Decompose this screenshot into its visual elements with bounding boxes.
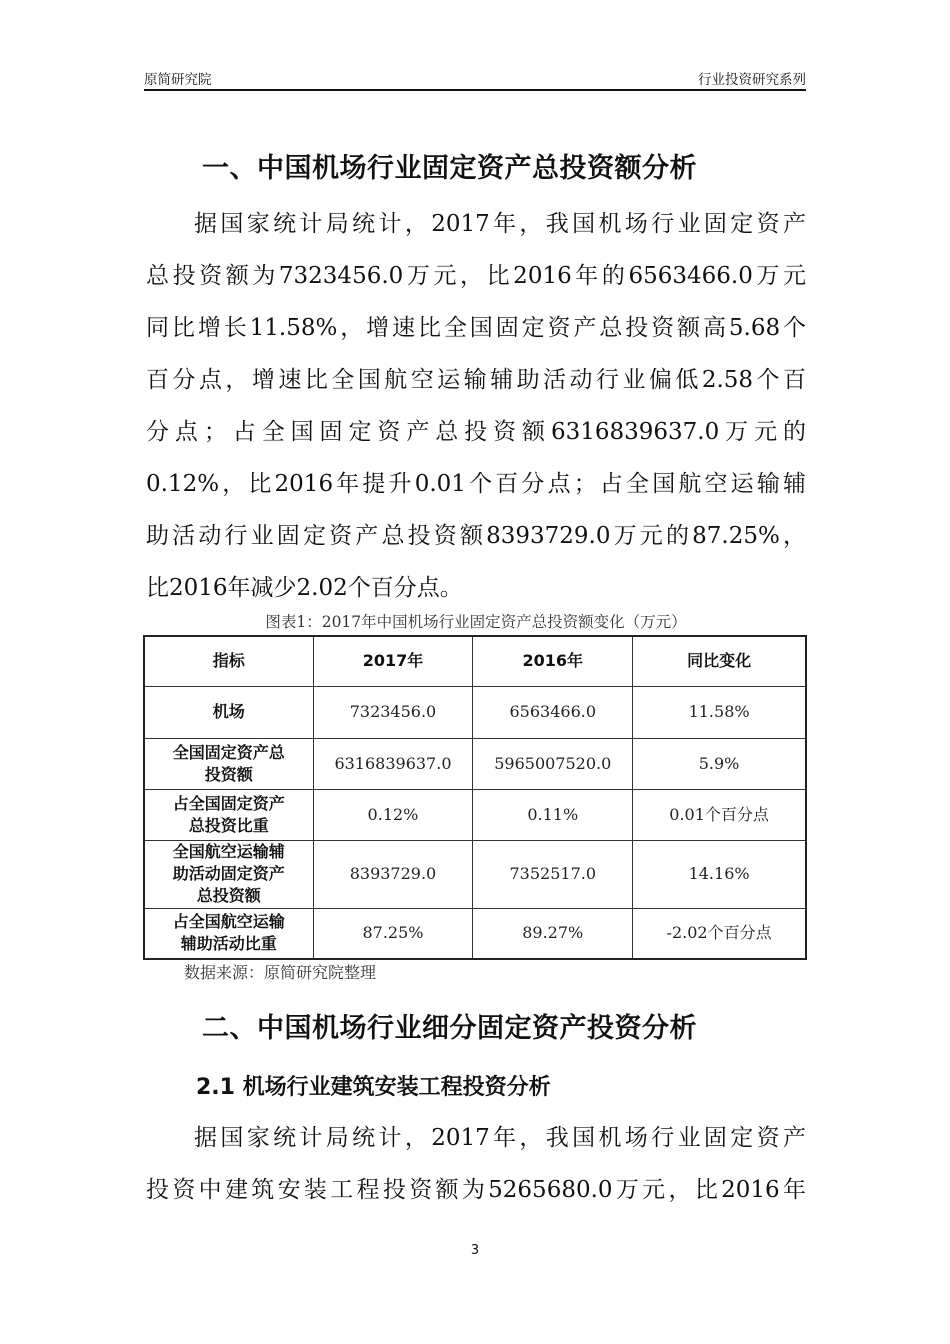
subsection-2-1-title: 2.1 机场行业建筑安装工程投资分析	[196, 1075, 551, 1100]
row-label: 机场	[144, 686, 313, 738]
cell-2016: 0.11%	[473, 789, 633, 840]
section-2-title: 二、中国机场行业细分固定资产投资分析	[202, 1013, 697, 1044]
table-source-note: 数据来源：原简研究院整理	[184, 963, 377, 982]
paragraph-line: 助活动行业固定资产总投资额8393729.0万元的87.25%，	[146, 523, 806, 549]
paragraph-line: 据国家统计局统计，2017年，我国机场行业固定资产	[194, 1125, 806, 1151]
page-header	[144, 66, 806, 88]
paragraph-line: 投资中建筑安装工程投资额为5265680.0万元，比2016年	[146, 1177, 806, 1203]
paragraph-line: 0.12%，比2016年提升0.01个百分点；占全国航空运输辅	[146, 471, 806, 497]
row-label: 全国航空运输辅 助活动固定资产 总投资额	[144, 840, 313, 908]
header-series-name: 行业投资研究系列	[698, 72, 806, 88]
header-divider	[144, 89, 806, 91]
cell-change: -2.02个百分点	[633, 908, 806, 959]
cell-change: 0.01个百分点	[633, 789, 806, 840]
cell-2017: 7323456.0	[313, 686, 473, 738]
cell-2017: 8393729.0	[313, 840, 473, 908]
header-org-name: 原简研究院	[144, 72, 212, 88]
section-1-title: 一、中国机场行业固定资产总投资额分析	[202, 153, 697, 184]
section-1-paragraph	[146, 198, 806, 614]
paragraph-line: 百分点，增速比全国航空运输辅助活动行业偏低2.58个百	[146, 367, 806, 393]
paragraph-line: 比2016年减少2.02个百分点。	[146, 575, 463, 601]
row-label: 占全国固定资产 总投资比重	[144, 789, 313, 840]
table-caption: 图表1：2017年中国机场行业固定资产总投资额变化（万元）	[265, 613, 687, 631]
cell-change: 5.9%	[633, 738, 806, 789]
paragraph-line: 分点；占全国固定资产总投资额6316839637.0万元的	[146, 419, 806, 445]
cell-2016: 5965007520.0	[473, 738, 633, 789]
header-cell-2016: 2016年	[473, 636, 633, 686]
table-row	[144, 738, 806, 789]
cell-2016: 89.27%	[473, 908, 633, 959]
cell-2017: 6316839637.0	[313, 738, 473, 789]
header-cell-indicator: 指标	[144, 636, 313, 686]
row-label: 全国固定资产总 投资额	[144, 738, 313, 789]
table-row	[144, 840, 806, 908]
paragraph-line: 总投资额为7323456.0万元，比2016年的6563466.0万元	[146, 263, 806, 289]
cell-2017: 0.12%	[313, 789, 473, 840]
page-number: 3	[470, 1243, 480, 1258]
table-row	[144, 686, 806, 738]
row-label: 占全国航空运输 辅助活动比重	[144, 908, 313, 959]
table-header-row	[144, 636, 806, 686]
investment-table	[143, 635, 807, 960]
cell-change: 14.16%	[633, 840, 806, 908]
cell-2016: 7352517.0	[473, 840, 633, 908]
header-cell-yoy: 同比变化	[633, 636, 806, 686]
section-2-paragraph	[146, 1112, 806, 1216]
paragraph-line: 据国家统计局统计，2017年，我国机场行业固定资产	[194, 211, 806, 237]
header-cell-2017: 2017年	[313, 636, 473, 686]
cell-change: 11.58%	[633, 686, 806, 738]
paragraph-line: 同比增长11.58%，增速比全国固定资产总投资额高5.68个	[146, 315, 806, 341]
cell-2016: 6563466.0	[473, 686, 633, 738]
table-row	[144, 908, 806, 959]
cell-2017: 87.25%	[313, 908, 473, 959]
table-row	[144, 789, 806, 840]
